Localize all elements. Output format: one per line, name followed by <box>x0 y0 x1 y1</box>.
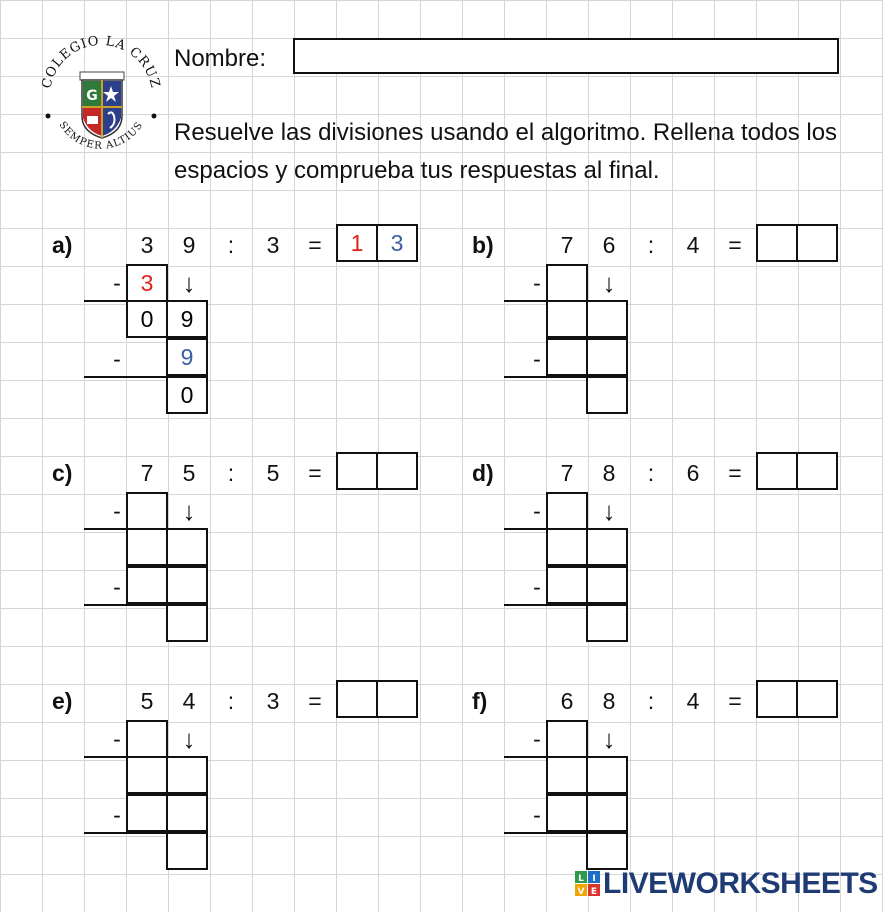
remainder-1-units-input[interactable] <box>166 528 208 566</box>
remainder-1-units-input[interactable] <box>586 300 628 338</box>
svg-text:E: E <box>590 887 598 897</box>
arrow-down-icon: ↓ <box>602 724 616 754</box>
arrow-down-icon: ↓ <box>182 724 196 754</box>
colon-symbol: : <box>227 688 235 714</box>
colon-symbol: : <box>227 232 235 258</box>
minus-sign-2: - <box>113 574 121 600</box>
problem-c <box>42 454 462 684</box>
equals-symbol: = <box>728 232 742 258</box>
subtrahend-2-input[interactable] <box>586 794 628 832</box>
quotient-digit-2-input[interactable] <box>796 680 838 718</box>
minus-sign-2: - <box>533 802 541 828</box>
subtraction-line-2 <box>84 604 168 606</box>
dividend-digit-1: 5 <box>140 688 154 714</box>
problem-label: c) <box>52 460 73 486</box>
remainder-1-tens-input[interactable] <box>546 300 588 338</box>
instructions-text: Resuelve las divisiones usando el algoritmo. Rellena todos los espacios y comprueba tus respuestas al final. <box>174 119 838 184</box>
equals-symbol: = <box>308 688 322 714</box>
subtrahend-1-input[interactable] <box>126 492 168 530</box>
svg-text:G: G <box>86 88 98 104</box>
colon-symbol: : <box>227 460 235 486</box>
remainder-2-input[interactable] <box>166 832 208 870</box>
dividend-digit-1: 7 <box>560 460 574 486</box>
name-input[interactable] <box>293 38 839 74</box>
subtraction-line-2 <box>504 832 588 834</box>
dividend-digit-1: 7 <box>560 232 574 258</box>
equals-symbol: = <box>308 460 322 486</box>
remainder-2-input[interactable] <box>166 604 208 642</box>
remainder-2-input[interactable] <box>586 376 628 414</box>
problem-label: d) <box>472 460 494 486</box>
quotient-digit-2-input[interactable] <box>796 452 838 490</box>
divisor: 4 <box>686 688 700 714</box>
name-label: Nombre: <box>174 45 267 72</box>
dividend-digit-1: 3 <box>140 232 154 258</box>
liveworksheets-logo-icon <box>575 871 601 897</box>
subtrahend-2-tens-input[interactable] <box>546 338 588 376</box>
svg-text:I: I <box>592 874 596 884</box>
quotient-digit-2-input[interactable] <box>376 224 418 262</box>
subtrahend-2-tens-input[interactable] <box>126 794 168 832</box>
divisor: 6 <box>686 460 700 486</box>
equals-symbol: = <box>728 688 742 714</box>
quotient-digit-1-input[interactable] <box>756 452 798 490</box>
remainder-1-tens-input[interactable] <box>546 756 588 794</box>
svg-text:L: L <box>578 874 584 884</box>
divisor: 3 <box>266 232 280 258</box>
colon-symbol: : <box>647 232 655 258</box>
remainder-1-units-input[interactable] <box>166 756 208 794</box>
arrow-down-icon: ↓ <box>182 268 196 298</box>
remainder-1-units-input[interactable] <box>586 528 628 566</box>
arrow-down-icon: ↓ <box>602 268 616 298</box>
subtrahend-2-input[interactable] <box>166 566 208 604</box>
problem-label: f) <box>472 688 488 714</box>
quotient-digit-2-input[interactable] <box>376 680 418 718</box>
remainder-1-units-input[interactable] <box>586 756 628 794</box>
remainder-1-tens-input[interactable] <box>126 756 168 794</box>
subtraction-line-2 <box>504 376 588 378</box>
arrow-down-icon: ↓ <box>182 496 196 526</box>
logo-text-top: COLEGIO LA CRUZ <box>39 34 163 91</box>
arrow-down-icon: ↓ <box>602 496 616 526</box>
brand-text: LIVEWORKSHEETS <box>603 867 878 900</box>
subtrahend-2-tens-input[interactable] <box>126 566 168 604</box>
minus-sign-1: - <box>533 498 541 524</box>
remainder-1-units-input[interactable] <box>166 300 208 338</box>
problem-b <box>462 226 882 456</box>
problem-a <box>42 226 462 456</box>
equals-symbol: = <box>308 232 322 258</box>
quotient-digit-2-input[interactable] <box>376 452 418 490</box>
divisor: 5 <box>266 460 280 486</box>
quotient-digit-1-input[interactable] <box>756 224 798 262</box>
problem-label: a) <box>52 232 73 258</box>
dividend-digit-1: 6 <box>560 688 574 714</box>
colon-symbol: : <box>647 688 655 714</box>
minus-sign-1: - <box>533 726 541 752</box>
dividend-digit-1: 7 <box>140 460 154 486</box>
quotient-digit-1-input[interactable] <box>756 680 798 718</box>
subtrahend-1-input[interactable] <box>126 264 168 302</box>
colon-symbol: : <box>647 460 655 486</box>
problem-label: b) <box>472 232 494 258</box>
subtrahend-1-input[interactable] <box>546 492 588 530</box>
subtrahend-1-input[interactable] <box>546 720 588 758</box>
subtrahend-2-input[interactable] <box>166 794 208 832</box>
minus-sign-1: - <box>113 498 121 524</box>
minus-sign-2: - <box>533 346 541 372</box>
remainder-1-tens-input[interactable] <box>126 300 168 338</box>
minus-sign-1: - <box>533 270 541 296</box>
minus-sign-1: - <box>113 270 121 296</box>
dividend-digit-2: 5 <box>182 460 196 486</box>
quotient-digit-1-input[interactable] <box>336 224 378 262</box>
subtrahend-2-tens-input[interactable] <box>546 794 588 832</box>
problem-e <box>42 682 462 912</box>
remainder-1-tens-input[interactable] <box>126 528 168 566</box>
subtrahend-1-input[interactable] <box>126 720 168 758</box>
remainder-2-input[interactable] <box>586 604 628 642</box>
subtrahend-2-input[interactable] <box>586 338 628 376</box>
subtrahend-2-input[interactable] <box>586 566 628 604</box>
minus-sign-2: - <box>113 346 121 372</box>
minus-sign-1: - <box>113 726 121 752</box>
dividend-digit-2: 8 <box>602 460 616 486</box>
subtrahend-1-input[interactable] <box>546 264 588 302</box>
minus-sign-2: - <box>533 574 541 600</box>
divisor: 3 <box>266 688 280 714</box>
quotient-digit-1-input[interactable] <box>336 452 378 490</box>
svg-text:V: V <box>577 887 585 897</box>
quotient-digit-2-input[interactable] <box>796 224 838 262</box>
remainder-1-tens-input[interactable] <box>546 528 588 566</box>
equals-symbol: = <box>728 460 742 486</box>
subtrahend-2-tens-input[interactable] <box>546 566 588 604</box>
problem-label: e) <box>52 688 73 714</box>
subtraction-line-2 <box>84 376 168 378</box>
remainder-2-input[interactable] <box>166 376 208 414</box>
divisor: 4 <box>686 232 700 258</box>
dividend-digit-2: 6 <box>602 232 616 258</box>
subtrahend-2-input[interactable] <box>166 338 208 376</box>
minus-sign-2: - <box>113 802 121 828</box>
logo-text-bottom: SEMPER ALTIUS <box>56 119 146 152</box>
problem-d <box>462 454 882 684</box>
quotient-digit-1-input[interactable] <box>336 680 378 718</box>
remainder-2-input[interactable] <box>586 832 628 870</box>
subtraction-line-2 <box>504 604 588 606</box>
dividend-digit-2: 9 <box>182 232 196 258</box>
dividend-digit-2: 4 <box>182 688 196 714</box>
dividend-digit-2: 8 <box>602 688 616 714</box>
school-logo <box>36 34 166 164</box>
subtraction-line-2 <box>84 832 168 834</box>
school-crest-icon <box>36 34 166 164</box>
